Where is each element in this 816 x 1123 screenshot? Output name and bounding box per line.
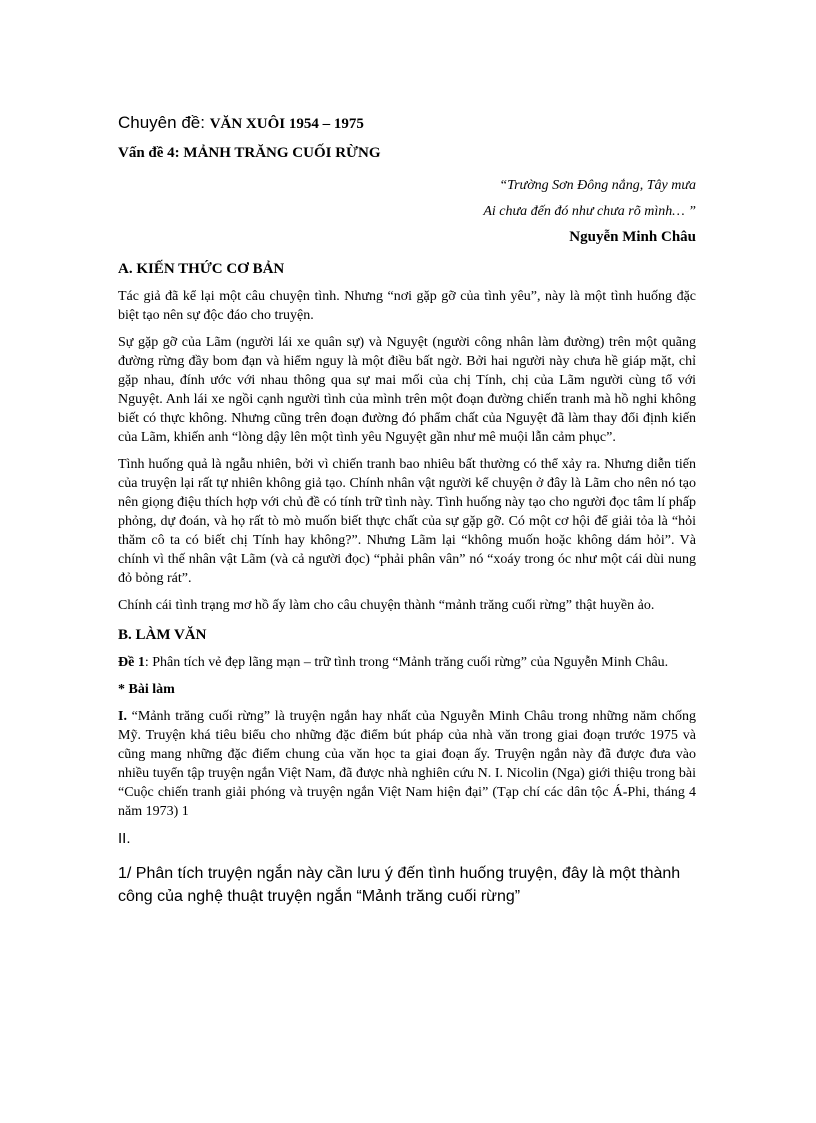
section-a-paragraph-2: Sự gặp gỡ của Lãm (người lái xe quân sự) và Nguyệt (người công nhân làm đường) trên một quãng đường rừng đầy bom đạn và hiểm nguy là một điều bất ngờ. Bởi hai người này chưa hề giáp mặt, chỉ gặp nhau, đính ước với nhau thông qua sự mai mối của chị Tính, chị của Lãm người cùng tổ với Nguyệt. Anh lái xe ngồi cạnh người tình của mình trên một đoạn đường chiến tranh mà hồ nghi không biết có thực không. Nhưng cũng trên đoạn đường đó phẩm chất của Nguyệt đã làm thay đổi định kiến của Lãm, khiến anh “lòng dậy lên một tình yêu Nguyệt gần như mê muội lẫn cảm phục”. [118, 335, 696, 445]
part-2-label: II. [118, 830, 131, 847]
epigraph [118, 173, 696, 249]
part-1-label: I. [118, 709, 127, 724]
topic-line [118, 112, 696, 135]
epigraph-author: Nguyễn Minh Châu [569, 229, 696, 245]
part-1-text: “Mảnh trăng cuối rừng” là truyện ngắn hay nhất của Nguyễn Minh Châu trong những năm chống Mỹ. Truyện khá tiêu biểu cho những đặc điểm bút pháp của nhà văn trong giai đoạn trước 1975 và cũng mang những đặc điểm chung của văn học ta giai đoạn ấy. Truyện ngắn này đã được đưa vào nhiều tuyển tập truyện ngắn Việt Nam, đã được nhà nghiên cứu N. I. Nicolin (Nga) giới thiệu trong bài “Cuộc chiến tranh giải phóng và truyện ngắn Việt Nam hiện đại” (Tạp chí các dân tộc Á-Phi, tháng 4 năm 1973) 1 [118, 709, 696, 819]
section-a-paragraph-3: Tình huống quả là ngẫu nhiên, bởi vì chiến tranh bao nhiêu bất thường có thể xảy ra. Nhưng diễn tiến của truyện lại rất tự nhiên không giả tạo. Chính nhân vật người kể chuyện ở đây là Lãm cho nên nó tạo nên giọng điệu thích hợp với chủ đề có tính trữ tình này. Tình huống này tạo cho người đọc tâm lí phấp phỏng, dự đoán, và họ rất tò mò muốn biết thực chất của sự gặp gỡ. Có một cơ hội để giải tỏa là “hỏi thăm cô ta có biết chị Tính hay không?”. Nhưng Lãm lại “không muốn hoặc không dám hỏi”. Và chính vì thế nhân vật Lãm (và cả người đọc) “phải phân vân” nó “xoáy trong óc như một cái dùi nung đỏ bỏng rát”. [118, 457, 696, 586]
part-1-paragraph [118, 707, 696, 821]
bai-lam-heading: * Bài làm [118, 682, 175, 697]
de-1 [118, 653, 696, 672]
document-page [118, 112, 696, 916]
topic-prefix: Chuyên đề: [118, 113, 210, 132]
section-a-heading: A. KIẾN THỨC CƠ BẢN [118, 261, 285, 277]
topic-title: VĂN XUÔI 1954 – 1975 [209, 116, 364, 132]
epigraph-line-1: “Trường Sơn Đông nắng, Tây mưa [499, 178, 696, 193]
de-text: : Phân tích vẻ đẹp lãng mạn – trữ tình trong “Mảnh trăng cuối rừng” của Nguyễn Minh Châu. [144, 655, 669, 670]
point-1-paragraph: 1/ Phân tích truyện ngắn này cần lưu ý đến tình huống truyện, đây là một thành công của nghệ thuật truyện ngắn “Mảnh trăng cuối rừng” [118, 865, 681, 905]
de-label: Đề 1 [118, 655, 145, 670]
issue-title: Vấn đề 4: MẢNH TRĂNG CUỐI RỪNG [118, 145, 381, 161]
section-a-paragraph-4: Chính cái tình trạng mơ hồ ấy làm cho câu chuyện thành “mảnh trăng cuối rừng” thật huyền ảo. [118, 598, 655, 613]
section-b-heading: B. LÀM VĂN [118, 627, 207, 643]
epigraph-line-2: Ai chưa đến đó như chưa rõ mình… ” [483, 204, 696, 219]
section-a-paragraph-1: Tác giả đã kể lại một câu chuyện tình. Nhưng “nơi gặp gỡ của tình yêu”, này là một tình huống đặc biệt tạo nên sự độc đáo cho truyện. [118, 289, 696, 323]
